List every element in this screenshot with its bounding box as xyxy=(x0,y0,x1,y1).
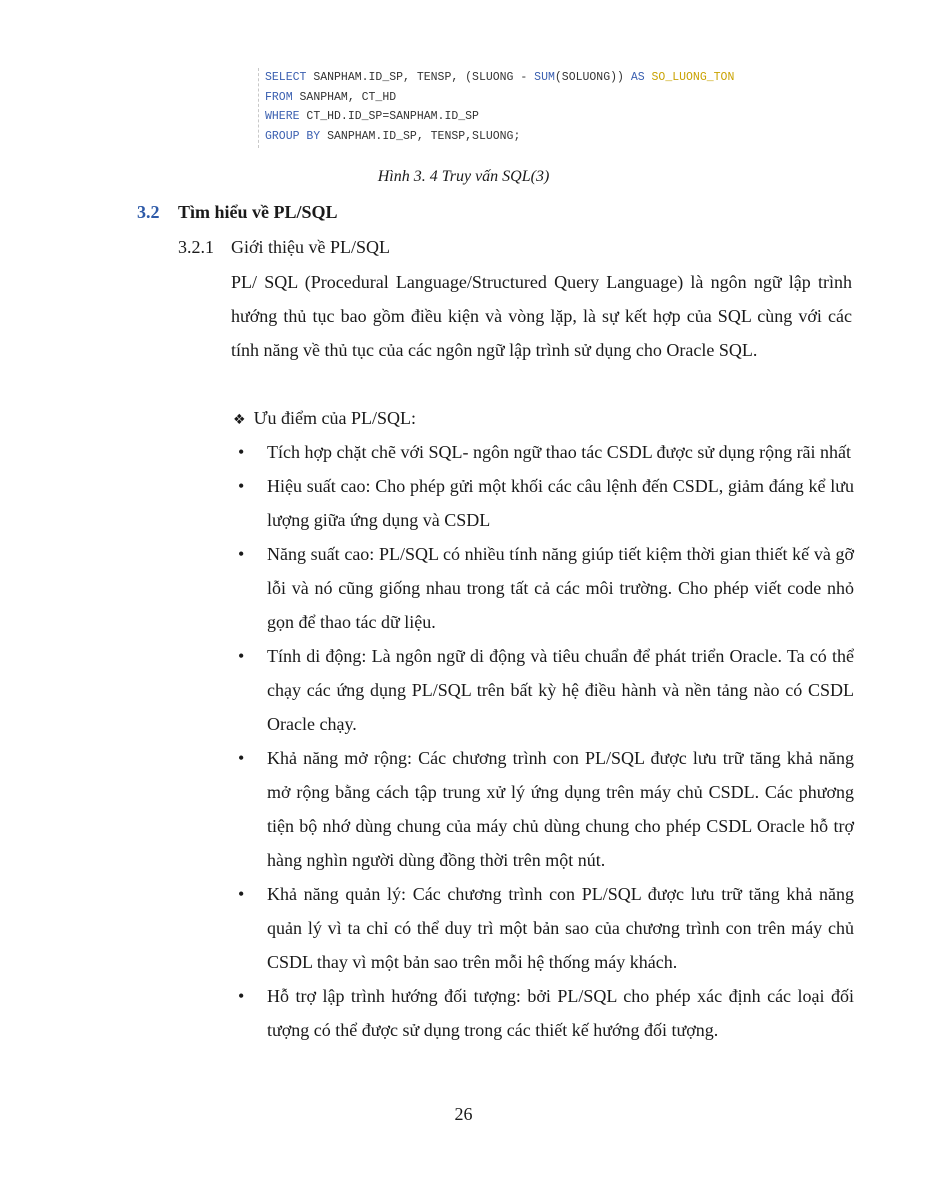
code-line xyxy=(265,68,825,88)
list-item xyxy=(232,435,854,469)
bullet-icon: • xyxy=(238,646,245,666)
list-item-text: Năng suất cao: PL/SQL có nhiều tính năng giúp tiết kiệm thời gian thiết kế và gỡ lỗi và nó cũng giống nhau trong tất cả các môi trường. Cho phép viết code nhỏ gọn để thao tác dữ liệu. xyxy=(267,544,854,632)
section-title: Tìm hiểu về PL/SQL xyxy=(178,202,338,222)
code-token: SANPHAM.ID_SP, TENSP, (SLUONG - xyxy=(306,71,535,84)
list-item xyxy=(232,537,854,639)
bullet-icon: • xyxy=(238,476,245,496)
code-token: WHERE xyxy=(265,110,300,123)
advantages-heading xyxy=(233,401,416,437)
list-item xyxy=(232,979,854,1047)
code-token: SANPHAM.ID_SP, TENSP,SLUONG; xyxy=(320,129,521,143)
sql-code-figure xyxy=(258,68,825,148)
list-item xyxy=(232,877,854,979)
code-token: CT_HD.ID_SP=SANPHAM.ID_SP xyxy=(299,110,479,123)
bullet-icon: • xyxy=(238,748,245,768)
page-number: 26 xyxy=(454,1104,473,1124)
code-token: (SOLUONG)) xyxy=(554,71,631,84)
figure-caption: Hình 3. 4 Truy vấn SQL(3) xyxy=(377,168,550,185)
list-item-text: Khả năng mở rộng: Các chương trình con PL/SQL được lưu trữ tăng khả năng mở rộng bằng cách tập trung xử lý ứng dụng trên máy chủ CSDL. Các phương tiện bộ nhớ dùng chung của máy chủ dùng chung cho phép CSDL Oracle hỗ trợ hàng nghìn người dùng đồng thời trên một nút. xyxy=(267,748,854,870)
list-item-text: Tính di động: Là ngôn ngữ di động và tiêu chuẩn để phát triển Oracle. Ta có thể chạy các ứng dụng PL/SQL trên bất kỳ hệ điều hành và nền tảng nào có CSDL Oracle chạy. xyxy=(267,646,854,734)
list-item-text: Tích hợp chặt chẽ với SQL- ngôn ngữ thao tác CSDL được sử dụng rộng rãi nhất xyxy=(267,442,852,462)
bullet-icon: • xyxy=(238,986,245,1006)
subsection-title: Giới thiệu về PL/SQL xyxy=(231,237,391,257)
code-token: AS xyxy=(630,71,645,84)
code-token: SANPHAM, CT_HD xyxy=(292,90,397,104)
section-number: 3.2 xyxy=(137,202,160,222)
advantages-heading-text: Ưu điểm của PL/SQL: xyxy=(253,408,417,428)
advantages-list xyxy=(232,435,854,1047)
subsection-number: 3.2.1 xyxy=(178,237,214,257)
subsection-heading xyxy=(178,237,390,258)
code-token: SO_LUONG_TON xyxy=(644,71,735,84)
code-token: SUM xyxy=(534,71,555,84)
list-item xyxy=(232,639,854,741)
intro-paragraph: PL/ SQL (Procedural Language/Structured Query Language) là ngôn ngữ lập trình hướng thủ tục bao gồm điều kiện và vòng lặp, là sự kết hợp của SQL cùng với các tính năng về thủ tục của các ngôn ngữ lập trình sử dụng cho Oracle SQL. xyxy=(231,272,852,360)
code-line xyxy=(265,107,825,127)
list-item-text: Hỗ trợ lập trình hướng đối tượng: bởi PL/SQL cho phép xác định các loại đối tượng có thể được sử dụng trong các thiết kế hướng đối tượng. xyxy=(267,986,854,1040)
code-line xyxy=(265,88,825,108)
section-heading xyxy=(137,202,338,223)
list-item-text: Hiệu suất cao: Cho phép gửi một khối các câu lệnh đến CSDL, giảm đáng kể lưu lượng giữa ứng dụng và CSDL xyxy=(267,476,854,530)
code-token: FROM xyxy=(265,90,293,104)
bullet-icon: • xyxy=(238,544,245,564)
code-token: GROUP BY xyxy=(265,129,321,143)
bullet-icon: • xyxy=(238,442,245,462)
code-line xyxy=(265,127,825,147)
diamond-bullet-icon: ❖ xyxy=(233,412,246,428)
bullet-icon: • xyxy=(238,884,245,904)
code-token: SELECT xyxy=(265,71,307,84)
list-item xyxy=(232,741,854,877)
list-item-text: Khả năng quản lý: Các chương trình con PL/SQL được lưu trữ tăng khả năng quản lý vì ta chỉ có thể duy trì một bản sao của chương trình con trên máy chủ CSDL thay vì một bản sao trên mỗi hệ thống máy khách. xyxy=(267,884,854,972)
list-item xyxy=(232,469,854,537)
